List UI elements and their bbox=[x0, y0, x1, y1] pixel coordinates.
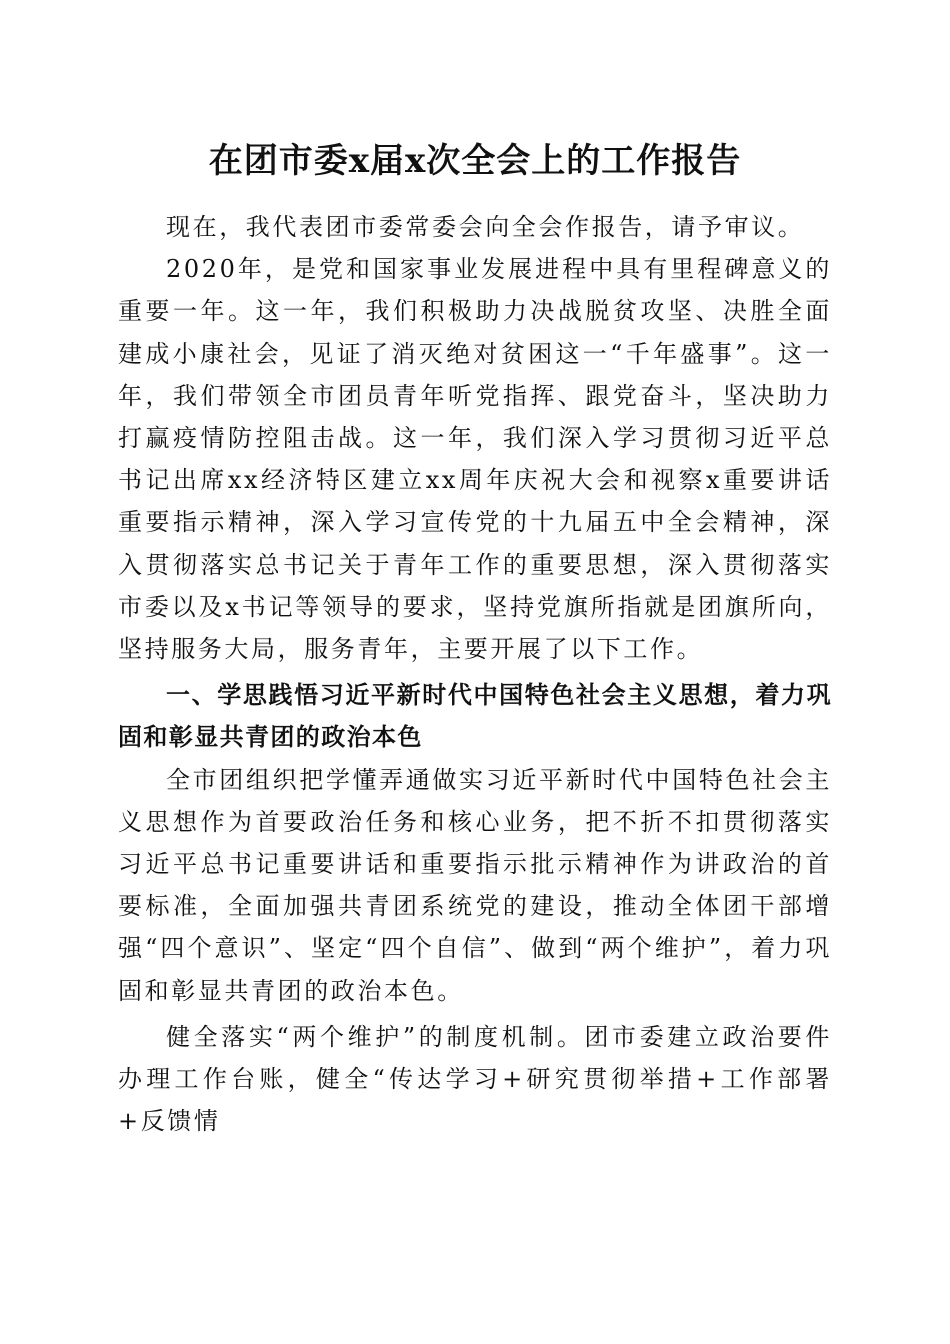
document-title: 在团市委x届x次全会上的工作报告 bbox=[208, 141, 742, 181]
intro-paragraph: 现在，我代表团市委常委会向全会作报告，请予审议。 bbox=[166, 213, 805, 241]
section-heading: 一、学思践悟习近平新时代中国特色社会主义思想，着力巩固和彰显共青团的政治本色 bbox=[118, 681, 832, 752]
section-paragraph: 全市团组织把学懂弄通做实习近平新时代中国特色社会主义思想作为首要政治任务和核心业务，把不折不扣贯彻落实习近平总书记重要讲话和重要指示批示精神作为讲政治的首要标准，全面加强共青团系统党的建设，推动全体团干部增强“四个意识”、坚定“四个自信”、做到“两个维护”，着力巩固和彰显共青团的政治本色。 bbox=[118, 765, 832, 1005]
summary-paragraph: 2020年，是党和国家事业发展进程中具有里程碑意义的重要一年。这一年，我们积极助力决战脱贫攻坚、决胜全面建成小康社会，见证了消灭绝对贫困这一“千年盛事”。这一年，我们带领全市团员青年听党指挥、跟党奋斗，坚决助力打赢疫情防控阻击战。这一年，我们深入学习贯彻习近平总书记出席xx经济特区建立xx周年庆祝大会和视察x重要讲话重要指示精神，深入学习宣传党的十九届五中全会精神，深入贯彻落实总书记关于青年工作的重要思想，深入贯彻落实市委以及x书记等领导的要求，坚持党旗所指就是团旗所向，坚持服务大局，服务青年，主要开展了以下工作。 bbox=[118, 255, 832, 664]
document-body bbox=[118, 206, 832, 1142]
section-paragraph: 健全落实“两个维护”的制度机制。团市委建立政治要件办理工作台账，健全“传达学习+研究贯彻举措+工作部署+反馈情 bbox=[118, 1022, 832, 1136]
